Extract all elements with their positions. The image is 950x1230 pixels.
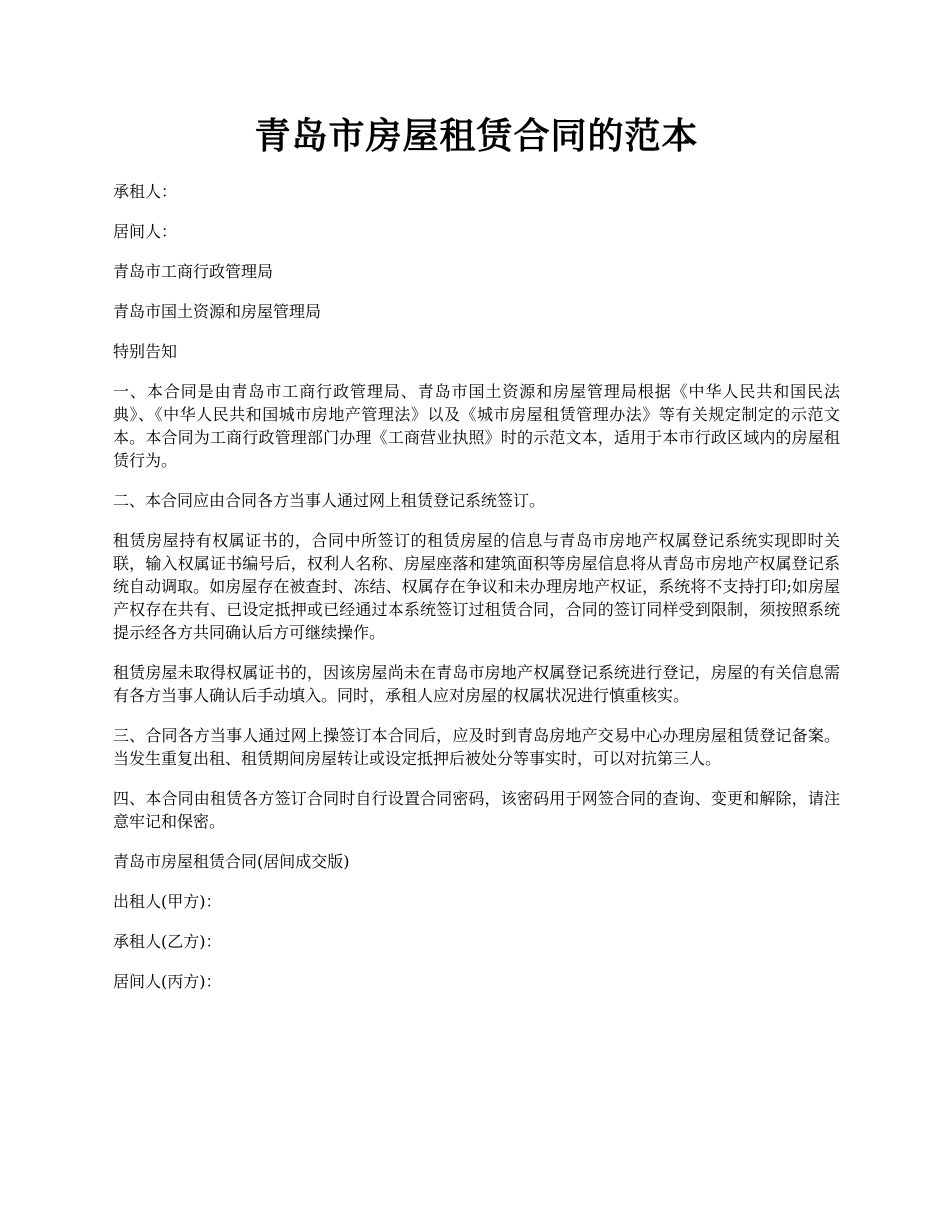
notice-item-2-uncertified: 租赁房屋未取得权属证书的，因该房屋尚未在青岛市房地产权属登记系统进行登记，房屋的有关信息需有各方当事人确认后手动填入。同时，承租人应对房屋的权属状况进行慎重核实。 — [113, 663, 840, 705]
special-notice-heading: 特别告知 — [113, 342, 178, 361]
notice-item-2: 二、本合同应由合同各方当事人通过网上租赁登记系统签订。 — [113, 491, 546, 510]
lessee-party-b-label: 承租人(乙方)： — [113, 932, 222, 951]
notice-item-4: 四、本合同由租赁各方签订合同时自行设置合同密码，该密码用于网签合同的查询、变更和解除，请注意牢记和保密。 — [113, 789, 840, 831]
notice-item-3: 三、合同各方当事人通过网上操签订本合同后，应及时到青岛房地产交易中心办理房屋租赁登记备案。当发生重复出租、租赁期间房屋转让或设定抵押后被处分等事实时，可以对抗第三人。 — [113, 726, 840, 768]
issuer-land-housing-bureau: 青岛市国土资源和房屋管理局 — [113, 302, 322, 321]
intermediary-label: 居间人： — [113, 222, 178, 241]
notice-item-1: 一、本合同是由青岛市工商行政管理局、青岛市国土资源和房屋管理局根据《中华人民共和国民法典》、《中华人民共和国城市房地产管理法》以及《城市房屋租赁管理办法》等有关规定制定的示范文本。本合同为工商行政管理部门办理《工商营业执照》时的示范文本，适用于本市行政区域内的房屋租赁行为。 — [113, 382, 840, 470]
document-title: 青岛市房屋租赁合同的范本 — [254, 115, 699, 157]
intermediary-party-c-label: 居间人(丙方)： — [113, 972, 222, 991]
issuer-commerce-bureau: 青岛市工商行政管理局 — [113, 262, 274, 281]
contract-subtitle: 青岛市房屋租赁合同(居间成交版) — [113, 852, 350, 871]
lessor-party-a-label: 出租人(甲方)： — [113, 892, 222, 911]
tenant-label: 承租人： — [113, 182, 178, 201]
document-page — [113, 108, 840, 1010]
notice-item-2-certified: 租赁房屋持有权属证书的，合同中所签订的租赁房屋的信息与青岛市房地产权属登记系统实现即时关联，输入权属证书编号后，权利人名称、房屋座落和建筑面积等房屋信息将从青岛市房地产权属登记系统自动调取。如房屋存在被查封、冻结、权属存在争议和未办理房地产权证，系统将不支持打印;如房屋产权存在共有、已设定抵押或已经通过本系统签订过租赁合同，合同的签订同样受到限制，须按照系统提示经各方共同确认后方可继续操作。 — [113, 531, 840, 642]
